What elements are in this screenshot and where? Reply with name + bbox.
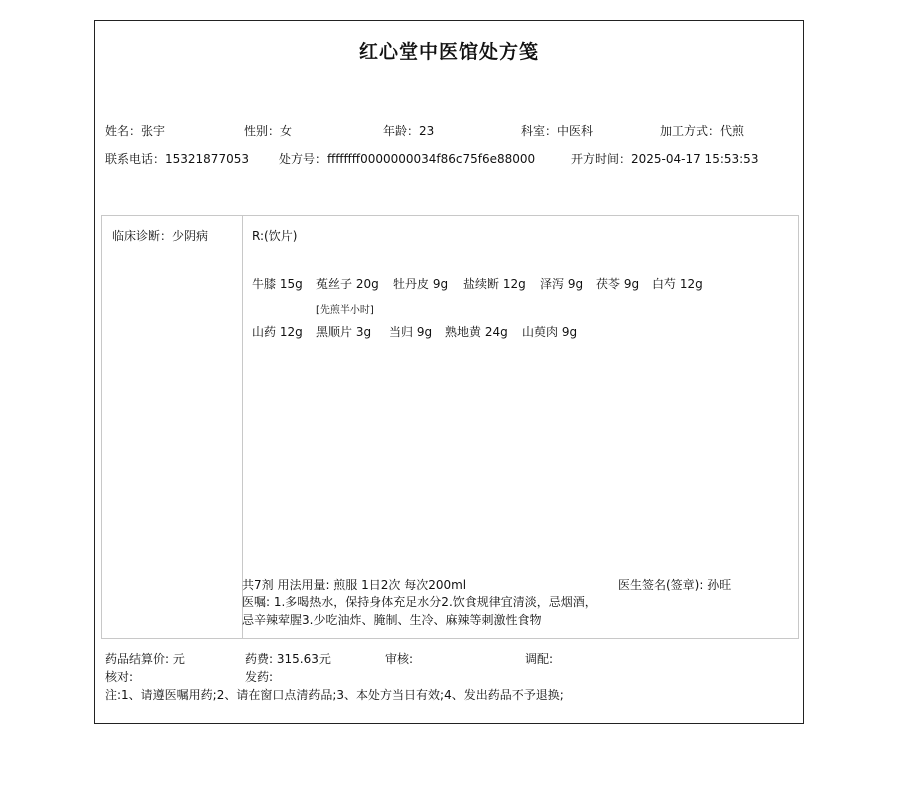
herb-item: 菟丝子 20g	[316, 277, 379, 291]
herb-item: 茯苓 9g	[596, 277, 640, 291]
herb-item: 牛膝 15g	[252, 277, 303, 291]
prescription-body	[101, 215, 799, 639]
drug-fee: 药费: 315.63元	[245, 652, 331, 666]
herb-item: 山药 12g	[252, 325, 303, 339]
prescription-number: 处方号：ffffffff0000000034f86c75f6e88000	[279, 152, 536, 166]
herb-item: 泽泻 9g	[540, 277, 584, 291]
herb-item: 盐续断 12g	[463, 277, 526, 291]
patient-age: 年龄：23	[383, 124, 435, 138]
herb-note: [先煎半小时]	[316, 305, 374, 316]
footer-notes: 注:1、请遵医嘱用药;2、请在窗口点清药品;3、本处方当日有效;4、发出药品不予退换;	[105, 688, 564, 702]
processing-method: 加工方式：代煎	[660, 124, 745, 138]
patient-gender: 性别：女	[244, 124, 293, 138]
herb-item: 牡丹皮 9g	[393, 277, 449, 291]
herb-item: 黑顺片 3g	[316, 325, 372, 339]
herb-item: 当归 9g	[389, 325, 433, 339]
prescription-sheet	[94, 20, 804, 724]
review-field: 审核:	[385, 652, 414, 666]
issue-field: 发药:	[245, 670, 274, 684]
page-title: 红心堂中医馆处方笺	[358, 41, 539, 63]
rx-header: R:(饮片)	[252, 229, 298, 243]
prescription-time: 开方时间：2025-04-17 15:53:53	[571, 152, 759, 166]
herb-item: 白芍 12g	[652, 277, 703, 291]
dispense-prep-field: 调配:	[525, 652, 554, 666]
check-field: 核对:	[105, 670, 134, 684]
herb-item: 熟地黄 24g	[445, 325, 508, 339]
column-divider	[242, 216, 243, 638]
department: 科室：中医科	[521, 124, 594, 138]
doctor-signature: 医生签名(签章): 孙旺	[618, 578, 732, 592]
contact-phone: 联系电话：15321877053	[105, 152, 249, 166]
medical-advice: 医嘱: 1.多喝热水，保持身体充足水分2.饮食规律宜清淡，忌烟酒，忌辛辣荤腥3.少吃油炸、腌制、生冷、麻辣等刺激性食物	[242, 595, 597, 627]
settlement-price: 药品结算价: 元	[105, 652, 185, 666]
herb-item: 山萸肉 9g	[522, 325, 578, 339]
usage-dosage: 共7剂 用法用量: 煎服 1日2次 每次200ml	[242, 578, 467, 592]
patient-name: 姓名：张宇	[105, 124, 166, 138]
clinical-diagnosis: 临床诊断：少阴病	[112, 229, 209, 243]
